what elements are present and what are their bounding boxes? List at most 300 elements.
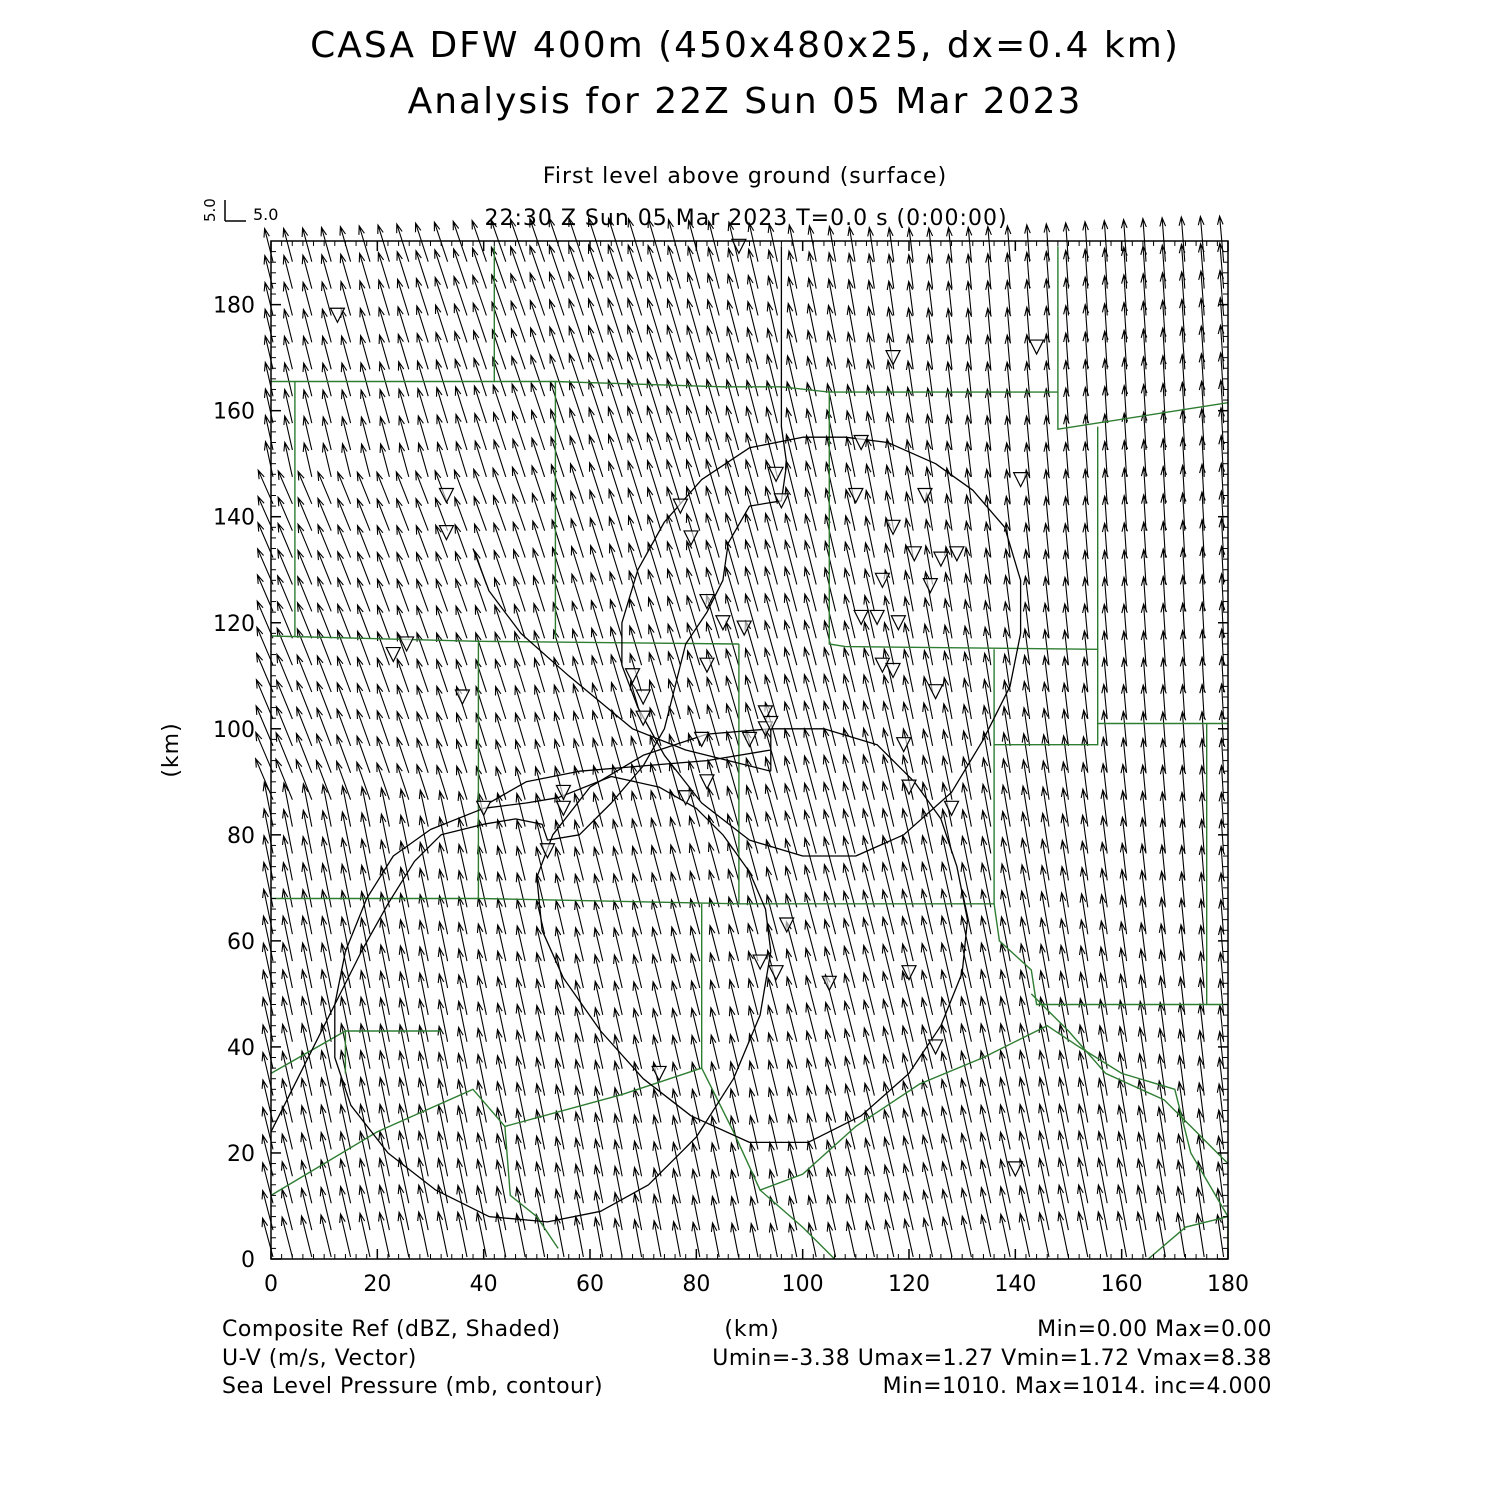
wind-vector [322,785,331,827]
wind-vector [302,916,312,961]
wind-vector [276,759,293,800]
wind-vector [667,433,681,477]
wind-vector [922,809,933,854]
wind-vector [1039,1158,1050,1203]
county-boundary [478,641,739,644]
wind-vector [337,657,350,692]
wind-vector [436,552,448,584]
wind-vector [667,569,680,611]
wind-vector [338,472,351,504]
wind-vector [550,355,564,397]
wind-vector [687,406,700,450]
wind-vector [628,352,642,396]
wind-vector [417,579,429,611]
wind-vector [318,525,331,558]
wind-vector [436,579,447,611]
x-tick-label: 80 [682,1272,711,1297]
wind-vector [805,514,816,557]
wind-vector [980,1078,991,1122]
wind-vector [941,863,952,908]
wind-vector [981,917,991,962]
wind-vector [902,755,913,799]
wind-vector [1097,1212,1107,1257]
station-marker [886,663,900,677]
wind-vector [321,917,331,962]
wind-vector [667,299,680,342]
wind-vector [726,406,739,450]
wind-vector [804,811,816,854]
station-marker [636,711,650,725]
wind-vector [648,515,661,557]
wind-vector [342,444,351,477]
wind-vector [360,971,370,1015]
wind-vector [882,782,894,827]
wind-vector [1097,1158,1107,1203]
wind-vector [941,970,952,1015]
wind-vector [628,299,642,343]
legend-field1-stats: Min=0.00 Max=0.00 [1037,1317,1272,1342]
wind-vector [711,1223,719,1257]
wind-vector [398,1185,409,1230]
wind-vector [303,443,312,477]
wind-vector [301,970,311,1015]
wind-vector [457,1186,467,1231]
station-marker [934,552,948,566]
wind-vector [476,660,487,692]
reference-vector-v-label: 5.0 [201,198,219,222]
wind-vector [298,498,312,531]
wind-vector [805,541,817,585]
wind-vector [784,729,796,773]
wind-vector [321,997,331,1042]
wind-vector [418,1132,428,1177]
wind-vector [769,1224,777,1257]
wind-vector [1058,1104,1068,1149]
wind-vector [379,1158,390,1203]
wind-vector [283,783,293,827]
station-marker [780,918,794,932]
wind-vector [1000,1187,1010,1230]
wind-vector [491,247,505,288]
wind-vector [883,1000,894,1042]
county-boundary [994,904,1228,1005]
wind-vector [397,499,409,531]
wind-vector [609,435,623,477]
wind-vector [341,786,350,827]
x-tick-label: 140 [994,1272,1037,1297]
wind-vector [301,1106,312,1150]
legend-field1-name: Composite Ref (dBZ, Shaded) [222,1317,561,1342]
wind-vector [282,1107,293,1150]
wind-vector [457,1212,467,1257]
wind-vector [550,273,565,316]
wind-vector [278,576,293,612]
wind-vector [570,409,584,450]
wind-vector [628,516,641,558]
wind-vector [804,648,816,693]
wind-vector [941,1079,952,1122]
wind-vector [882,890,894,934]
wind-vector [902,836,913,881]
wind-vector [456,579,467,611]
wind-vector [844,568,855,611]
wind-vector [318,498,331,530]
x-tick-label: 60 [576,1272,604,1297]
wind-vector [357,472,370,504]
wind-vector [457,1133,467,1177]
wind-vector [902,917,913,961]
legend-field2-name: U-V (m/s, Vector) [222,1346,417,1371]
wind-vector [397,579,409,611]
wind-vector [569,245,584,289]
wind-vector [1000,970,1010,1015]
wind-vector [1019,1078,1030,1123]
legend-field2-stats: Umin=-3.38 Umax=1.27 Vmin=1.72 Vmax=8.38 [712,1346,1272,1371]
wind-vector [789,1224,797,1257]
wind-vector [380,971,390,1015]
wind-vector [377,499,389,531]
x-tick-label: 160 [1100,1272,1143,1297]
wind-vector [495,632,506,665]
wind-vector [590,463,603,504]
wind-vector [321,890,331,934]
wind-vector [358,526,371,558]
wind-vector [302,943,312,988]
station-marker [679,791,693,805]
wind-vector [746,460,758,504]
wind-vector [804,783,816,826]
station-marker [695,732,709,746]
wind-vector [921,889,932,934]
wind-vector [379,1131,390,1176]
wind-vector [379,1078,389,1123]
wind-vector [318,630,332,665]
wind-vector [784,675,797,719]
wind-vector [416,471,428,503]
wind-vector [707,326,719,369]
wind-vector [1039,1104,1049,1149]
station-marker [923,579,937,593]
wind-vector [941,889,952,934]
wind-vector [824,701,836,746]
wind-vector [804,594,816,638]
wind-vector [282,916,292,961]
wind-vector [667,326,680,370]
wind-vector [436,606,447,638]
wind-vector [1078,1185,1088,1230]
wind-vector [496,1213,506,1257]
wind-vector [569,272,584,315]
wind-vector [340,1159,351,1203]
wind-vector [941,997,952,1041]
wind-vector [843,675,855,719]
wind-vector [921,998,932,1042]
wind-vector [844,595,855,638]
wind-vector [569,327,583,370]
wind-vector [495,660,506,693]
wind-vector [322,864,332,908]
wind-vector [298,472,312,504]
wind-vector [961,1051,972,1095]
wind-vector [511,247,526,289]
station-marker [907,547,921,561]
wind-vector [589,326,603,369]
wind-vector [648,299,662,343]
wind-vector [438,1132,448,1176]
wind-vector [282,889,292,934]
wind-vector [614,1114,622,1149]
wind-vector [745,567,758,611]
wind-vector [1019,1186,1030,1230]
wind-vector [727,354,739,397]
wind-vector [589,299,603,343]
wind-vector [745,540,758,584]
wind-vector [843,864,855,907]
wind-vector [883,972,894,1015]
wind-vector [455,525,467,558]
wind-vector [784,594,796,638]
wind-vector [377,472,390,504]
wind-vector [804,675,816,719]
wind-vector [301,1133,312,1176]
wind-vector [1000,1132,1011,1176]
legend-field3-stats: Min=1010. Max=1014. inc=4.000 [882,1374,1272,1399]
wind-vector [1059,1051,1069,1096]
wind-vector [667,352,680,396]
wind-vector [417,606,428,638]
wind-vector [863,809,875,854]
x-tick-label: 100 [781,1272,824,1297]
wind-vector [377,606,389,639]
wind-vector [726,649,739,692]
wind-vector [1078,1212,1088,1257]
wind-vector [1019,1105,1030,1150]
wind-vector [687,353,700,397]
wind-vector [321,1078,332,1123]
wind-vector [628,325,642,369]
wind-vector [359,1132,370,1177]
y-tick-label: 40 [227,1035,255,1061]
wind-vector [359,1186,370,1230]
wind-vector [882,945,893,988]
wind-vector [550,327,564,369]
wind-vector [668,246,681,289]
wind-vector [569,299,583,342]
wind-vector [922,1053,933,1096]
y-tick-label: 140 [213,505,255,531]
wind-vector [530,301,544,343]
y-tick-label: 120 [213,611,255,637]
x-tick-label: 20 [363,1272,392,1297]
wind-vector [843,809,855,853]
wind-vector [672,1222,680,1257]
wind-vector [668,597,681,639]
wind-vector [379,1213,390,1257]
county-boundary [271,1031,441,1073]
station-marker [439,489,453,503]
wind-vector [980,970,991,1015]
wind-vector [648,570,661,611]
wind-vector [863,891,875,935]
wind-vector [765,594,778,638]
y-tick-label: 180 [213,293,255,319]
wind-vector [340,1187,351,1231]
y-axis-unit: (km) [159,722,184,778]
wind-vector [589,408,603,450]
wind-vector [686,487,699,531]
wind-vector [284,442,293,477]
x-axis-unit: (km) [724,1317,780,1342]
wind-vector [784,648,797,692]
wind-vector [648,272,661,316]
wind-vector [843,755,855,800]
station-marker [769,966,783,980]
wind-vector [608,272,622,316]
wind-vector [883,728,894,772]
wind-vector [379,1051,389,1096]
wind-vector [282,997,293,1042]
wind-vector [827,1223,835,1257]
wind-vector [882,917,894,961]
wind-vector [961,997,972,1042]
wind-vector [380,998,390,1042]
figure-title-line1: CASA DFW 400m (450x480x25, dx=0.4 km) [310,25,1180,66]
wind-vector [302,890,312,935]
wind-vector [379,1185,390,1230]
wind-vector [726,677,739,719]
station-marker [700,658,714,672]
wind-vector [846,1222,855,1257]
wind-vector [437,443,447,477]
wind-vector [320,1105,331,1149]
wind-vector [397,738,409,773]
wind-vector [961,863,971,907]
wind-vector [961,1079,972,1123]
wind-vector [667,406,681,450]
wind-vector [476,1186,486,1230]
wind-vector [399,444,409,477]
wind-vector [360,997,370,1042]
wind-vector [824,675,836,720]
wind-vector [608,407,622,450]
wind-vector [688,247,700,289]
wind-vector [397,526,409,558]
county-boundary [494,382,555,639]
wind-vector [609,489,622,530]
wind-vector [707,300,719,342]
wind-vector [980,943,990,988]
wind-vector [941,1025,952,1069]
wind-vector [278,471,292,504]
wind-vector [647,433,661,477]
wind-vector [1078,1105,1088,1150]
wind-vector [628,461,642,504]
wind-vector [1098,1132,1108,1177]
wind-vector [731,1223,739,1257]
wind-vector [746,407,758,450]
wind-vector [418,1212,429,1257]
station-marker [870,610,884,624]
wind-vector [687,326,700,369]
wind-vector [455,497,467,530]
wind-vector [1039,1131,1049,1176]
wind-vector [863,675,874,719]
station-marker [929,685,943,699]
wind-vector [745,649,758,693]
wind-vector [785,757,797,800]
wind-vector [727,327,739,369]
wind-vector [648,488,662,531]
wind-vector [1000,1078,1011,1123]
wind-vector [283,836,293,880]
level-label: First level above ground (surface) [542,164,948,189]
wind-vector [283,810,293,854]
wind-vector [511,274,525,316]
wind-vector [570,381,584,423]
station-marker [330,308,344,322]
wind-vector [321,970,331,1015]
wind-vector [298,603,312,639]
legend-field3-name: Sea Level Pressure (mb, contour) [222,1374,604,1399]
wind-vector [922,863,933,908]
wind-vector [804,756,816,800]
wind-vector [340,1105,351,1150]
wind-vector [784,702,797,746]
wind-vector [765,648,778,692]
reference-vector [201,198,278,224]
wind-vector [589,435,603,477]
wind-vector [1039,1024,1049,1069]
wind-vector [550,382,564,423]
wind-vector [843,837,855,881]
wind-vector [686,433,699,477]
wind-vector [1058,1131,1068,1176]
wind-vector [550,300,564,343]
wind-vector [396,472,409,504]
station-marker [700,775,714,789]
wind-vector [804,621,816,665]
wind-vector [417,553,429,585]
wind-vector [1078,1078,1088,1123]
wind-vector [843,891,855,934]
wind-vector [361,444,370,477]
wind-vector [981,890,991,934]
wind-vector [1039,1078,1049,1123]
wind-vector [418,443,428,477]
wind-vector [941,916,952,961]
wind-vector [980,1024,991,1069]
wind-vector [377,553,389,585]
wind-vector [825,541,836,584]
wind-vector [282,1052,293,1096]
wind-vector [941,836,952,881]
wind-vector [1000,997,1010,1042]
wind-vector [1137,1212,1146,1257]
wind-vector [530,273,545,315]
wind-vector [589,272,603,316]
wind-vector [823,755,835,799]
wind-vector [707,353,720,396]
station-marker [439,526,453,540]
wind-vector [961,1024,972,1069]
wind-vector [418,1185,428,1230]
wind-vector [457,1159,467,1203]
wind-vector [1058,1185,1068,1230]
wind-vector [589,353,603,396]
wind-vector [628,489,641,531]
wind-vector [750,1224,758,1257]
y-tick-label: 80 [227,823,255,849]
